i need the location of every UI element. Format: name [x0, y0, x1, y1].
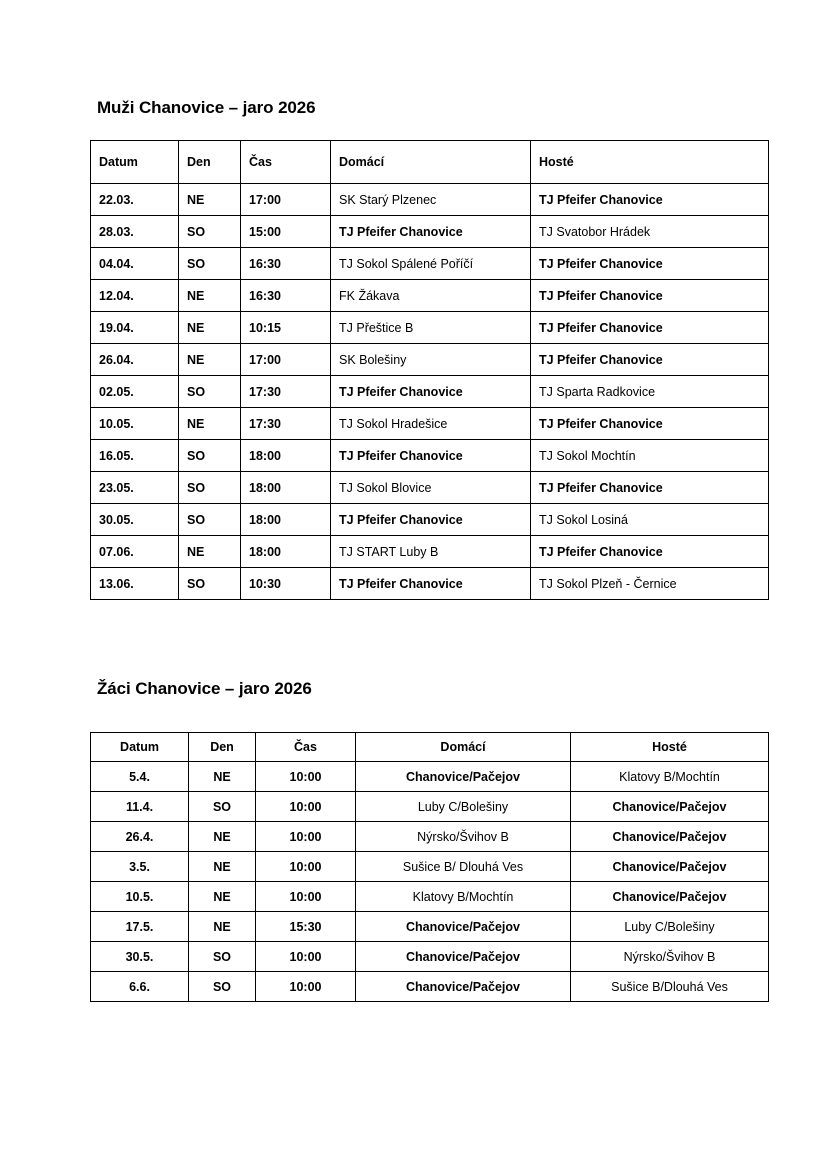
- cell-datum: 04.04.: [91, 248, 179, 280]
- cell-cas: 10:00: [256, 972, 356, 1002]
- column-header-cas: Čas: [241, 141, 331, 184]
- column-header-domaci: Domácí: [331, 141, 531, 184]
- table-body-muzi: [91, 184, 769, 600]
- cell-domaci: TJ Pfeifer Chanovice: [331, 568, 531, 600]
- cell-cas: 18:00: [241, 472, 331, 504]
- cell-domaci: TJ Sokol Blovice: [331, 472, 531, 504]
- cell-domaci: FK Žákava: [331, 280, 531, 312]
- cell-den: NE: [179, 536, 241, 568]
- column-header-datum: Datum: [91, 733, 189, 762]
- cell-datum: 26.4.: [91, 822, 189, 852]
- cell-datum: 12.04.: [91, 280, 179, 312]
- cell-cas: 10:00: [256, 822, 356, 852]
- cell-hoste: TJ Pfeifer Chanovice: [531, 184, 769, 216]
- cell-datum: 26.04.: [91, 344, 179, 376]
- cell-cas: 10:00: [256, 882, 356, 912]
- cell-den: SO: [179, 216, 241, 248]
- cell-domaci: Chanovice/Pačejov: [356, 942, 571, 972]
- cell-hoste: Klatovy B/Mochtín: [571, 762, 769, 792]
- cell-den: SO: [189, 942, 256, 972]
- cell-den: NE: [179, 280, 241, 312]
- table-header-muzi: [91, 141, 769, 184]
- cell-cas: 17:00: [241, 184, 331, 216]
- cell-domaci: Chanovice/Pačejov: [356, 912, 571, 942]
- cell-domaci: SK Starý Plzenec: [331, 184, 531, 216]
- column-header-hoste: Hosté: [571, 733, 769, 762]
- cell-datum: 17.5.: [91, 912, 189, 942]
- cell-hoste: Chanovice/Pačejov: [571, 852, 769, 882]
- cell-hoste: Luby C/Bolešiny: [571, 912, 769, 942]
- column-header-cas: Čas: [256, 733, 356, 762]
- cell-cas: 15:00: [241, 216, 331, 248]
- cell-den: NE: [189, 882, 256, 912]
- column-header-den: Den: [179, 141, 241, 184]
- cell-datum: 23.05.: [91, 472, 179, 504]
- cell-den: NE: [179, 408, 241, 440]
- cell-cas: 17:30: [241, 376, 331, 408]
- cell-hoste: TJ Sparta Radkovice: [531, 376, 769, 408]
- cell-hoste: TJ Pfeifer Chanovice: [531, 280, 769, 312]
- cell-datum: 11.4.: [91, 792, 189, 822]
- cell-domaci: TJ Pfeifer Chanovice: [331, 440, 531, 472]
- cell-domaci: TJ Pfeifer Chanovice: [331, 216, 531, 248]
- cell-hoste: TJ Sokol Losiná: [531, 504, 769, 536]
- cell-den: SO: [179, 376, 241, 408]
- cell-cas: 10:00: [256, 762, 356, 792]
- cell-cas: 18:00: [241, 440, 331, 472]
- cell-cas: 10:00: [256, 792, 356, 822]
- cell-domaci: Luby C/Bolešiny: [356, 792, 571, 822]
- cell-den: SO: [179, 504, 241, 536]
- cell-cas: 17:00: [241, 344, 331, 376]
- schedule-table-muzi: [90, 140, 769, 600]
- table-row: [91, 912, 769, 942]
- cell-den: SO: [189, 792, 256, 822]
- cell-hoste: TJ Svatobor Hrádek: [531, 216, 769, 248]
- table-row: [91, 852, 769, 882]
- cell-hoste: TJ Pfeifer Chanovice: [531, 408, 769, 440]
- cell-domaci: Chanovice/Pačejov: [356, 972, 571, 1002]
- table-row: [91, 440, 769, 472]
- cell-cas: 17:30: [241, 408, 331, 440]
- cell-domaci: Klatovy B/Mochtín: [356, 882, 571, 912]
- table-header-row: [91, 141, 769, 184]
- cell-domaci: TJ Pfeifer Chanovice: [331, 376, 531, 408]
- cell-hoste: Nýrsko/Švihov B: [571, 942, 769, 972]
- cell-hoste: Sušice B/Dlouhá Ves: [571, 972, 769, 1002]
- column-header-hoste: Hosté: [531, 141, 769, 184]
- cell-hoste: Chanovice/Pačejov: [571, 822, 769, 852]
- cell-cas: 18:00: [241, 504, 331, 536]
- table-row: [91, 972, 769, 1002]
- table-row: [91, 882, 769, 912]
- table-row: [91, 762, 769, 792]
- cell-datum: 30.05.: [91, 504, 179, 536]
- cell-domaci: TJ Sokol Spálené Poříčí: [331, 248, 531, 280]
- cell-domaci: TJ Přeštice B: [331, 312, 531, 344]
- cell-den: NE: [189, 912, 256, 942]
- cell-domaci: Sušice B/ Dlouhá Ves: [356, 852, 571, 882]
- cell-hoste: TJ Pfeifer Chanovice: [531, 312, 769, 344]
- cell-datum: 13.06.: [91, 568, 179, 600]
- cell-hoste: TJ Pfeifer Chanovice: [531, 248, 769, 280]
- table-row: [91, 568, 769, 600]
- table-row: [91, 184, 769, 216]
- cell-datum: 5.4.: [91, 762, 189, 792]
- table-row: [91, 344, 769, 376]
- cell-datum: 28.03.: [91, 216, 179, 248]
- page-title-muzi: Muži Chanovice – jaro 2026: [97, 98, 316, 117]
- table-header-zaci: [91, 733, 769, 762]
- cell-den: SO: [179, 440, 241, 472]
- table-body-zaci: [91, 762, 769, 1002]
- column-header-den: Den: [189, 733, 256, 762]
- cell-datum: 07.06.: [91, 536, 179, 568]
- cell-datum: 22.03.: [91, 184, 179, 216]
- cell-den: NE: [189, 762, 256, 792]
- cell-den: SO: [189, 972, 256, 1002]
- table-row: [91, 822, 769, 852]
- cell-domaci: Chanovice/Pačejov: [356, 762, 571, 792]
- cell-den: NE: [189, 852, 256, 882]
- cell-den: SO: [179, 248, 241, 280]
- cell-domaci: SK Bolešiny: [331, 344, 531, 376]
- page-title-zaci: Žáci Chanovice – jaro 2026: [97, 679, 312, 698]
- table-row: [91, 408, 769, 440]
- column-header-datum: Datum: [91, 141, 179, 184]
- cell-den: NE: [179, 344, 241, 376]
- table-row: [91, 504, 769, 536]
- table-row: [91, 792, 769, 822]
- cell-den: NE: [179, 312, 241, 344]
- column-header-domaci: Domácí: [356, 733, 571, 762]
- cell-hoste: TJ Pfeifer Chanovice: [531, 472, 769, 504]
- cell-cas: 16:30: [241, 280, 331, 312]
- cell-datum: 6.6.: [91, 972, 189, 1002]
- schedule-table-zaci: [90, 732, 769, 1002]
- cell-datum: 19.04.: [91, 312, 179, 344]
- cell-cas: 10:00: [256, 942, 356, 972]
- cell-datum: 16.05.: [91, 440, 179, 472]
- cell-domaci: Nýrsko/Švihov B: [356, 822, 571, 852]
- table-row: [91, 312, 769, 344]
- cell-cas: 10:15: [241, 312, 331, 344]
- cell-datum: 10.5.: [91, 882, 189, 912]
- cell-datum: 30.5.: [91, 942, 189, 972]
- cell-den: SO: [179, 568, 241, 600]
- cell-den: SO: [179, 472, 241, 504]
- cell-domaci: TJ Pfeifer Chanovice: [331, 504, 531, 536]
- cell-hoste: Chanovice/Pačejov: [571, 792, 769, 822]
- table-row: [91, 942, 769, 972]
- table-row: [91, 248, 769, 280]
- cell-domaci: TJ START Luby B: [331, 536, 531, 568]
- cell-cas: 16:30: [241, 248, 331, 280]
- cell-den: NE: [179, 184, 241, 216]
- cell-cas: 10:30: [241, 568, 331, 600]
- cell-den: NE: [189, 822, 256, 852]
- cell-cas: 18:00: [241, 536, 331, 568]
- cell-domaci: TJ Sokol Hradešice: [331, 408, 531, 440]
- cell-hoste: TJ Pfeifer Chanovice: [531, 536, 769, 568]
- table-row: [91, 216, 769, 248]
- table-header-row: [91, 733, 769, 762]
- table-row: [91, 376, 769, 408]
- cell-datum: 10.05.: [91, 408, 179, 440]
- cell-hoste: Chanovice/Pačejov: [571, 882, 769, 912]
- cell-cas: 15:30: [256, 912, 356, 942]
- cell-cas: 10:00: [256, 852, 356, 882]
- table-row: [91, 472, 769, 504]
- cell-hoste: TJ Sokol Mochtín: [531, 440, 769, 472]
- cell-datum: 3.5.: [91, 852, 189, 882]
- table-row: [91, 280, 769, 312]
- table-row: [91, 536, 769, 568]
- cell-hoste: TJ Pfeifer Chanovice: [531, 344, 769, 376]
- cell-datum: 02.05.: [91, 376, 179, 408]
- cell-hoste: TJ Sokol Plzeň - Černice: [531, 568, 769, 600]
